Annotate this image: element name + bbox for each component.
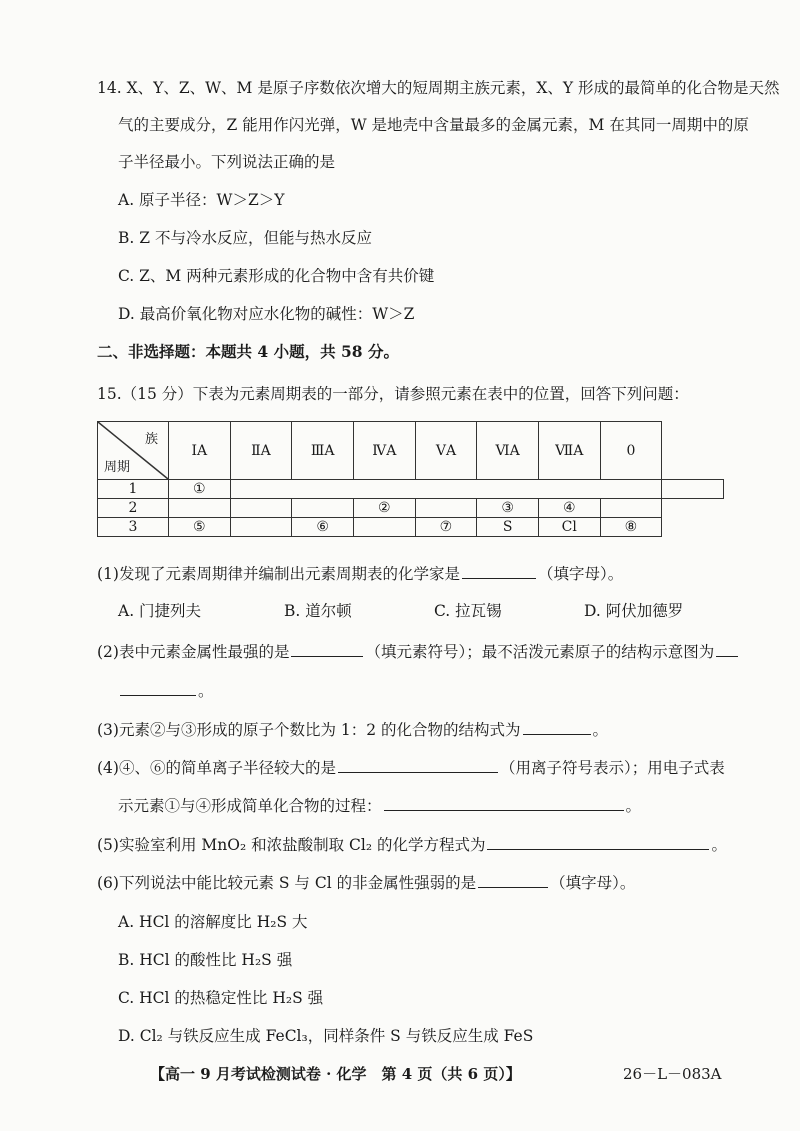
table-cell: ③: [477, 499, 539, 518]
table-cell: ④: [538, 499, 600, 518]
q15-part-2-suffix: 。: [198, 682, 214, 700]
q15-part-6-text: (6)下列说法中能比较元素 S 与 Cl 的非金属性强弱的是: [97, 874, 477, 892]
q15-part-2-cont: [118, 680, 214, 701]
table-cell: ⑤: [169, 518, 231, 537]
q15-part-5-text: (5)实验室利用 MnO₂ 和浓盐酸制取 Cl₂ 的化学方程式为: [97, 836, 486, 854]
q14-line-3: 子半径最小。下列说法正确的是: [118, 153, 336, 171]
table-cell: [230, 518, 292, 537]
q14-line-1: 14. X、Y、Z、W、M 是原子序数依次增大的短周期主族元素，X、Y 形成的最简单的化合物是天然: [97, 79, 780, 97]
q15-part-4-cont: [118, 795, 641, 816]
answer-blank[interactable]: [120, 680, 196, 696]
group-header: ⅦA: [538, 422, 600, 480]
q15-part-3-suffix: 。: [592, 721, 609, 739]
page-footer-title: 【高一 9 月考试检测试卷 · 化学 第 4 页（共 6 页）】: [150, 1065, 521, 1083]
period-label: 3: [98, 518, 169, 537]
table-cell: [662, 480, 724, 499]
q14-option-c: C. Z、M 两种元素形成的化合物中含有共价键: [118, 267, 435, 285]
q15-part-4-cont-text: 示元素①与④形成简单化合物的过程：: [118, 797, 382, 815]
q15-part-4-suffix: 。: [625, 797, 642, 815]
q15-part-6-option-b: B. HCl 的酸性比 H₂S 强: [118, 951, 293, 969]
answer-blank[interactable]: [291, 641, 363, 657]
table-cell: [230, 499, 292, 518]
q15-part-2-text: (2)表中元素金属性最强的是: [97, 643, 290, 661]
option-b: B. 道尔顿: [284, 602, 352, 620]
q15-part-6-suffix: （填字母）。: [550, 874, 636, 892]
table-row: [98, 480, 724, 499]
q14-line-2: 气的主要成分，Z 能用作闪光弹，W 是地壳中含量最多的金属元素，M 在其同一周期中的原: [118, 116, 749, 134]
q15-part-4-middle: （用离子符号表示）；用电子式表: [499, 759, 725, 777]
group-header: ⅡA: [230, 422, 292, 480]
table-corner-cell: [98, 422, 169, 480]
table-row: [98, 518, 724, 537]
q15-part-2-middle: （填元素符号）；最不活泼元素原子的结构示意图为: [365, 643, 715, 661]
q15-intro: 15.（15 分）下表为元素周期表的一部分，请参照元素在表中的位置，回答下列问题：: [97, 385, 689, 403]
periodic-table: [97, 421, 724, 537]
table-cell-merged: [230, 480, 662, 499]
answer-blank[interactable]: [384, 795, 624, 811]
table-cell: ⑦: [415, 518, 477, 537]
group-header: ⅥA: [477, 422, 539, 480]
table-cell: ②: [353, 499, 415, 518]
q15-part-3-text: (3)元素②与③形成的原子个数比为 1：2 的化合物的结构式为: [97, 721, 521, 739]
table-cell: [292, 499, 354, 518]
table-cell: ①: [169, 480, 231, 499]
option-c: C. 拉瓦锡: [434, 602, 502, 620]
table-row: [98, 499, 724, 518]
answer-blank[interactable]: [462, 563, 536, 579]
q15-part-4-text: (4)④、⑥的简单离子半径较大的是: [97, 759, 336, 777]
q15-part-6-option-a: A. HCl 的溶解度比 H₂S 大: [118, 913, 308, 931]
q15-part-5-suffix: 。: [711, 836, 727, 854]
section-heading: 二、非选择题：本题共 4 小题，共 58 分。: [97, 342, 399, 361]
option-a: A. 门捷列夫: [118, 602, 202, 620]
q15-part-1-text: (1)发现了元素周期律并编制出元素周期表的化学家是: [97, 565, 460, 583]
group-header: ⅣA: [353, 422, 415, 480]
answer-blank[interactable]: [478, 872, 548, 888]
answer-blank[interactable]: [523, 719, 591, 735]
group-header: 0: [600, 422, 662, 480]
table-cell: [353, 518, 415, 537]
table-cell: [415, 499, 477, 518]
q15-part-4: [97, 757, 725, 778]
q15-part-6-option-d: D. Cl₂ 与铁反应生成 FeCl₃，同样条件 S 与铁反应生成 FeS: [118, 1027, 534, 1045]
q15-part-1: [97, 563, 623, 584]
q15-part-1-suffix: （填字母）。: [537, 565, 624, 583]
period-label: 2: [98, 499, 169, 518]
q14-option-a: A. 原子半径：W＞Z＞Y: [118, 191, 285, 209]
table-cell: [600, 499, 662, 518]
answer-blank[interactable]: [338, 757, 498, 773]
answer-blank[interactable]: [487, 834, 709, 850]
table-cell: [169, 499, 231, 518]
q15-part-6-option-c: C. HCl 的热稳定性比 H₂S 强: [118, 989, 324, 1007]
table-cell: S: [477, 518, 539, 537]
q15-part-1-options: [118, 601, 683, 621]
q14-option-d: D. 最高价氧化物对应水化物的碱性：W＞Z: [118, 305, 415, 323]
answer-blank[interactable]: [716, 641, 738, 657]
table-cell: ⑧: [600, 518, 662, 537]
group-header: ⅢA: [292, 422, 354, 480]
q15-part-6: [97, 872, 635, 893]
page-footer-code: 26－L－083A: [623, 1065, 722, 1083]
group-header: ⅠA: [169, 422, 231, 480]
period-label: 1: [98, 480, 169, 499]
corner-group-label: 族: [144, 432, 158, 447]
q15-part-5: [97, 834, 727, 855]
table-cell: Cl: [538, 518, 600, 537]
group-header: ⅤA: [415, 422, 477, 480]
q15-part-2: [97, 641, 740, 662]
corner-period-label: 周期: [104, 460, 131, 475]
option-d: D. 阿伏加德罗: [584, 602, 684, 620]
q14-option-b: B. Z 不与冷水反应，但能与热水反应: [118, 229, 372, 247]
table-cell: ⑥: [292, 518, 354, 537]
q15-part-3: [97, 719, 608, 740]
